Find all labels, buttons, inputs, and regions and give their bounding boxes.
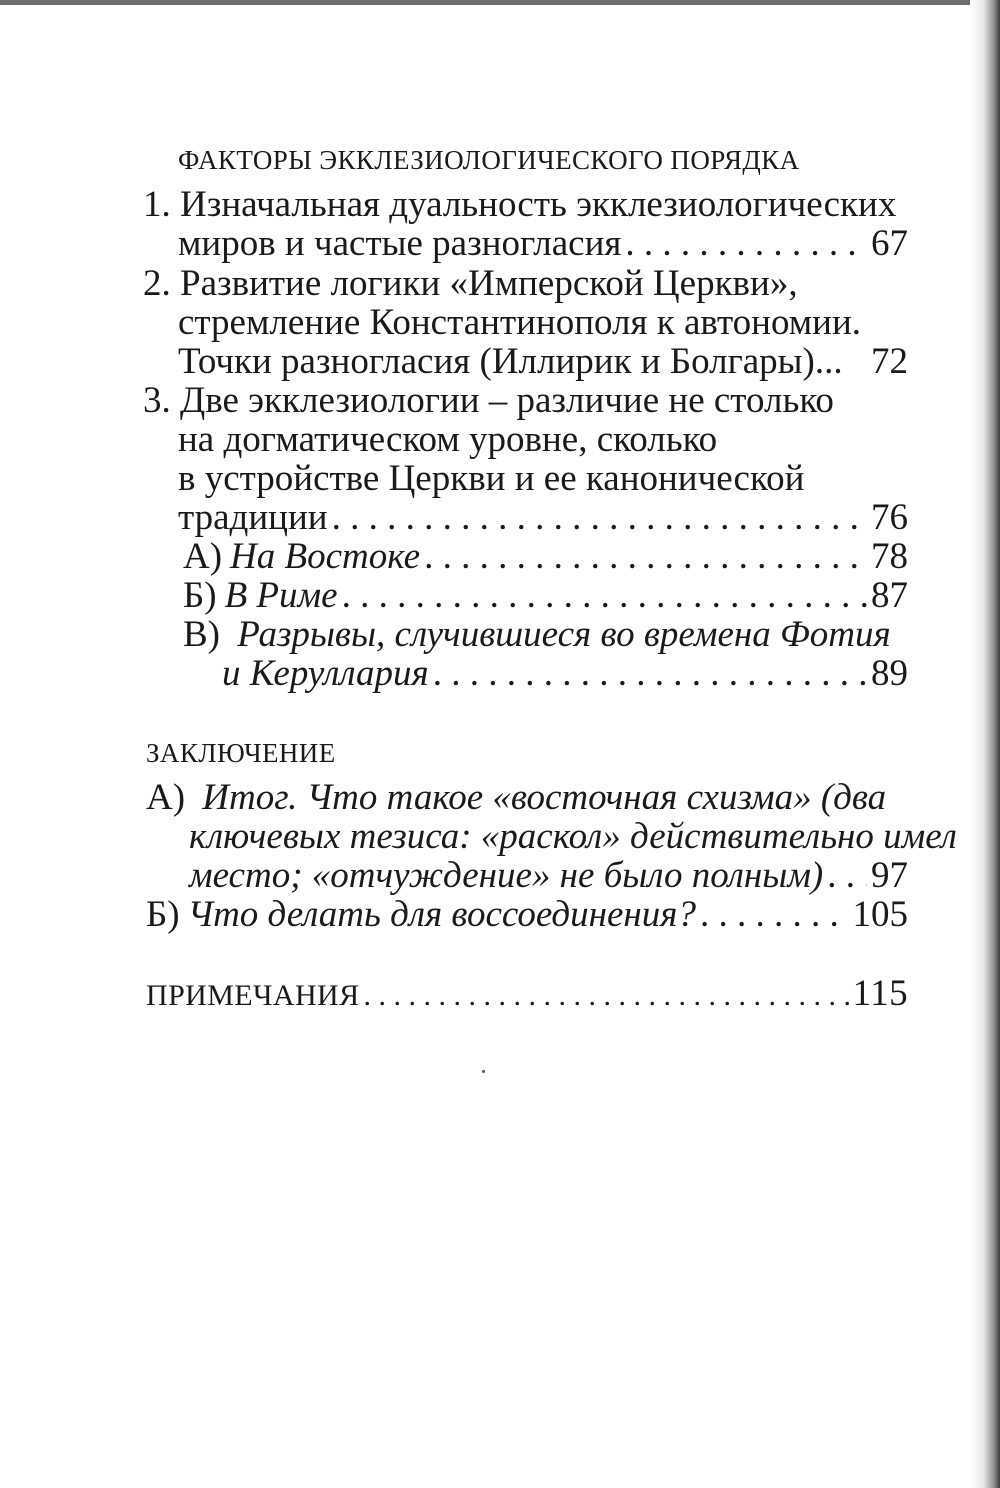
subitem-title: В Риме: [224, 575, 338, 616]
toc-item-2[interactable]: [178, 342, 908, 382]
toc-item-2-line-1: 2. Развитие логики «Имперской Церкви»,: [143, 263, 798, 304]
scan-speck: [482, 1070, 485, 1073]
toc-item-1[interactable]: [178, 224, 908, 264]
dot-leader: [332, 498, 867, 538]
toc-subitem-c[interactable]: [222, 654, 908, 694]
toc-notes[interactable]: [146, 974, 908, 1016]
toc-item-3-line-1: 3. Две экклезиологии – различие не столько: [143, 380, 834, 421]
subitem-title: Разрывы, случившиеся во времена Фотия: [237, 614, 891, 655]
toc-item-3-line-3: в устройстве Церкви и ее канонической: [178, 458, 805, 499]
toc-subitem-b[interactable]: [183, 576, 908, 616]
subitem-prefix: Б): [183, 575, 217, 616]
section-heading-factors: ФАКТОРЫ ЭККЛЕЗИОЛОГИЧЕСКОГО ПОРЯДКА: [178, 145, 800, 175]
dot-leader: [700, 895, 849, 935]
toc-conclusion-a-line-2: ключевых тезиса: «раскол» действительно имел: [189, 816, 957, 857]
dot-leader: [625, 224, 867, 264]
toc-item-2-line-2: стремление Константинополя к автономии.: [178, 302, 862, 343]
subitem-title: Итог. Что такое «восточная схизма» (два: [202, 777, 887, 818]
toc-item-1-line-1: 1. Изначальная дуальность экклезиологических: [143, 184, 897, 225]
page-number: 76: [871, 497, 908, 538]
dot-leader: [433, 654, 867, 694]
subitem-prefix: А): [146, 777, 186, 818]
toc-item-2-line-3: Точки разногласия (Иллирик и Болгары)...: [178, 341, 843, 382]
toc-item-1-line-2: миров и частые разногласия: [178, 223, 622, 264]
toc-conclusion-a-line-1[interactable]: [146, 778, 886, 818]
page-number: 115: [852, 973, 908, 1014]
dot-leader: [342, 576, 867, 616]
page-number: 78: [871, 536, 908, 577]
toc-subitem-a[interactable]: [183, 537, 908, 577]
page-number: 87: [871, 575, 908, 616]
subitem-title-continued: место; «отчуждение» не было полным): [189, 855, 824, 896]
section-heading-conclusion: ЗАКЛЮЧЕНИЕ: [146, 738, 336, 768]
subitem-prefix: А): [183, 536, 223, 577]
subitem-prefix: Б): [146, 894, 180, 935]
toc-item-3-line-2: на догматическом уровне, сколько: [178, 419, 718, 460]
page-number: 105: [852, 894, 908, 935]
page-number: 89: [871, 653, 908, 694]
toc-item-3[interactable]: [178, 498, 908, 538]
subitem-title-continued: и Керуллария: [222, 653, 429, 694]
subitem-title: Что делать для воссоединения?: [187, 894, 696, 935]
section-heading-notes: ПРИМЕЧАНИЯ: [146, 979, 360, 1012]
subitem-title: На Востоке: [230, 536, 421, 577]
toc-conclusion-b[interactable]: [146, 895, 908, 935]
page-number: 97: [871, 855, 908, 896]
dot-leader: [424, 537, 867, 577]
subitem-prefix: В): [183, 614, 220, 655]
toc-item-3-line-4: традиции: [178, 497, 328, 538]
dot-leader: [364, 976, 849, 1016]
page-number: 72: [871, 341, 908, 382]
dot-leader: [827, 856, 867, 896]
page-number: 67: [871, 223, 908, 264]
toc-subitem-c-line-1[interactable]: [183, 615, 908, 655]
toc-conclusion-a[interactable]: [189, 856, 908, 896]
